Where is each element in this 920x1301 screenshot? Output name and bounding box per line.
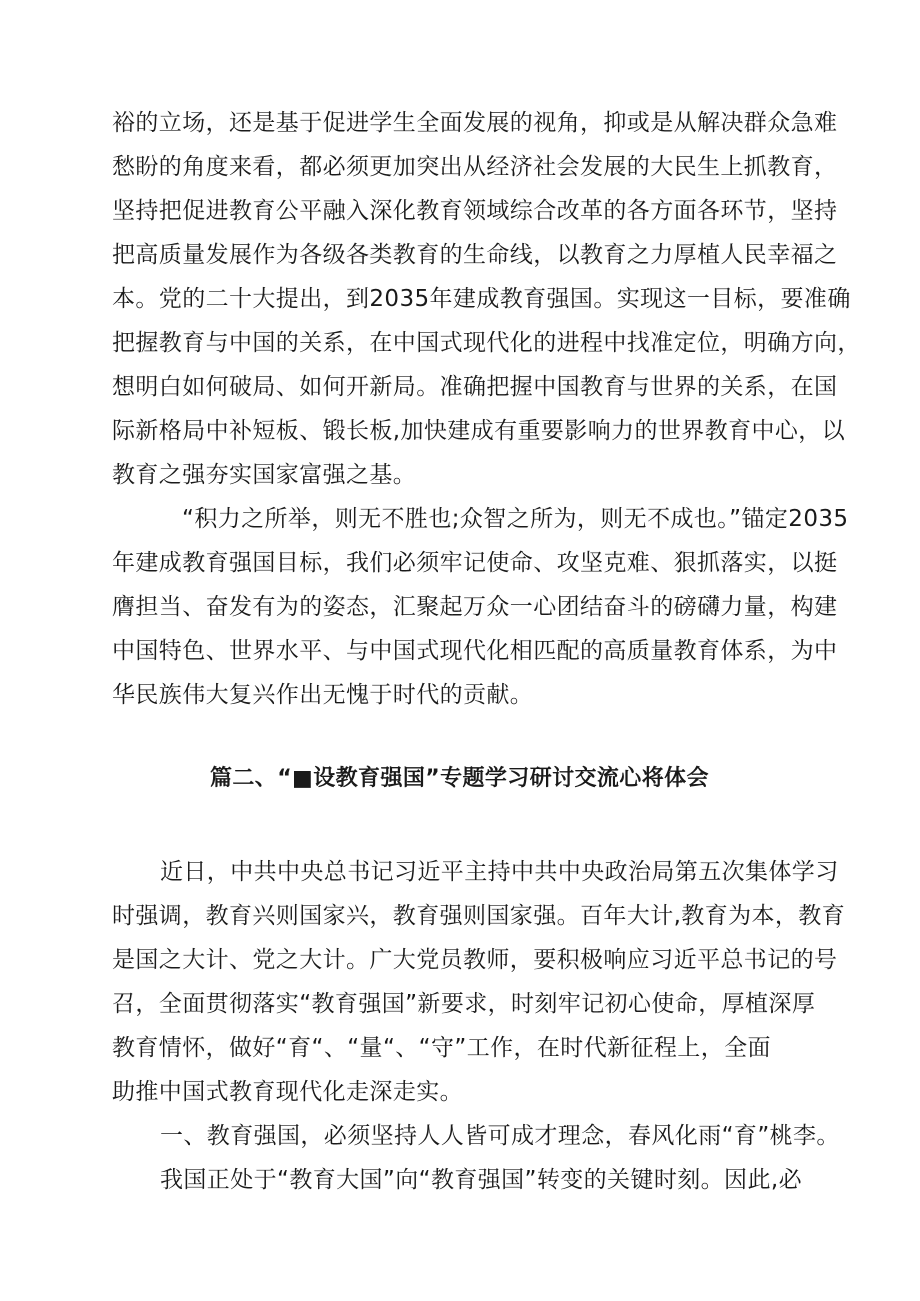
paragraph-2-line-2: 年建成教育强国目标，我们必须牢记使命、攻坚克难、狠抓落实，以挺 [112,550,838,576]
paragraph-1-line-3: 坚持把促进教育公平融入深化教育领域综合改革的各方面各环节，坚持 [112,198,838,224]
paragraph-4-line-1: 我国正处于“教育大国”向“教育强国”转变的关键时刻。因此,必 [160,1167,802,1193]
paragraph-3-line-2: 时强调，教育兴则国家兴，教育强则国家强。百年大计,教育为本，教育 [112,903,846,929]
paragraph-1-line-9: 教育之强夯实国家富强之基。 [112,462,417,488]
paragraph-1-line-2: 愁盼的角度来看，都必须更加突出从经济社会发展的大民生上抓教育， [112,154,838,180]
paragraph-3-line-5: 教育情怀，做好“育“、“量“、“守”工作，在时代新征程上，全面 [112,1035,771,1061]
paragraph-1-line-7: 想明白如何破局、如何开新局。准确把握中国教育与世界的关系，在国 [112,374,838,400]
paragraph-1-line-8: 际新格局中补短板、锻长板,加快建成有重要影响力的世界教育中心，以 [112,418,846,444]
section-heading: 篇二、“■设教育强国”专题学习研讨交流心将体会 [210,766,709,791]
paragraph-1-line-5: 本。党的二十大提出，到2035年建成教育强国。实现这一目标，要准确 [112,286,851,312]
paragraph-3-line-3: 是国之大计、党之大计。广大党员教师，要积极响应习近平总书记的号 [112,947,838,973]
paragraph-3-line-1: 近日，中共中央总书记习近平主持中共中央政治局第五次集体学习 [160,859,839,885]
paragraph-2-line-4: 中国特色、世界水平、与中国式现代化相匹配的高质量教育体系，为中 [112,638,838,664]
paragraph-1-line-1: 裕的立场，还是基于促进学生全面发展的视角，抑或是从解决群众急难 [112,110,838,136]
paragraph-2-line-5: 华民族伟大复兴作出无愧于时代的贡献。 [112,682,534,708]
paragraph-2-line-3: 膺担当、奋发有为的姿态，汇聚起万众一心团结奋斗的磅礴力量，构建 [112,594,838,620]
paragraph-1-line-6: 把握教育与中国的关系，在中国式现代化的进程中找准定位，明确方向， [112,330,861,356]
paragraph-2-line-1: “积力之所举，则无不胜也;众智之所为，则无不成也。”锚定2035 [182,506,849,532]
paragraph-3-line-6: 助推中国式教育现代化走深走实。 [112,1079,463,1105]
point-1-title: 一、教育强国，必须坚持人人皆可成才理念，春风化雨“育”桃李。 [160,1123,840,1149]
paragraph-3-line-4: 召，全面贯彻落实“教育强国”新要求，时刻牢记初心使命，厚植深厚 [112,991,816,1017]
paragraph-1-line-4: 把高质量发展作为各级各类教育的生命线，以教育之力厚植人民幸福之 [112,242,838,268]
